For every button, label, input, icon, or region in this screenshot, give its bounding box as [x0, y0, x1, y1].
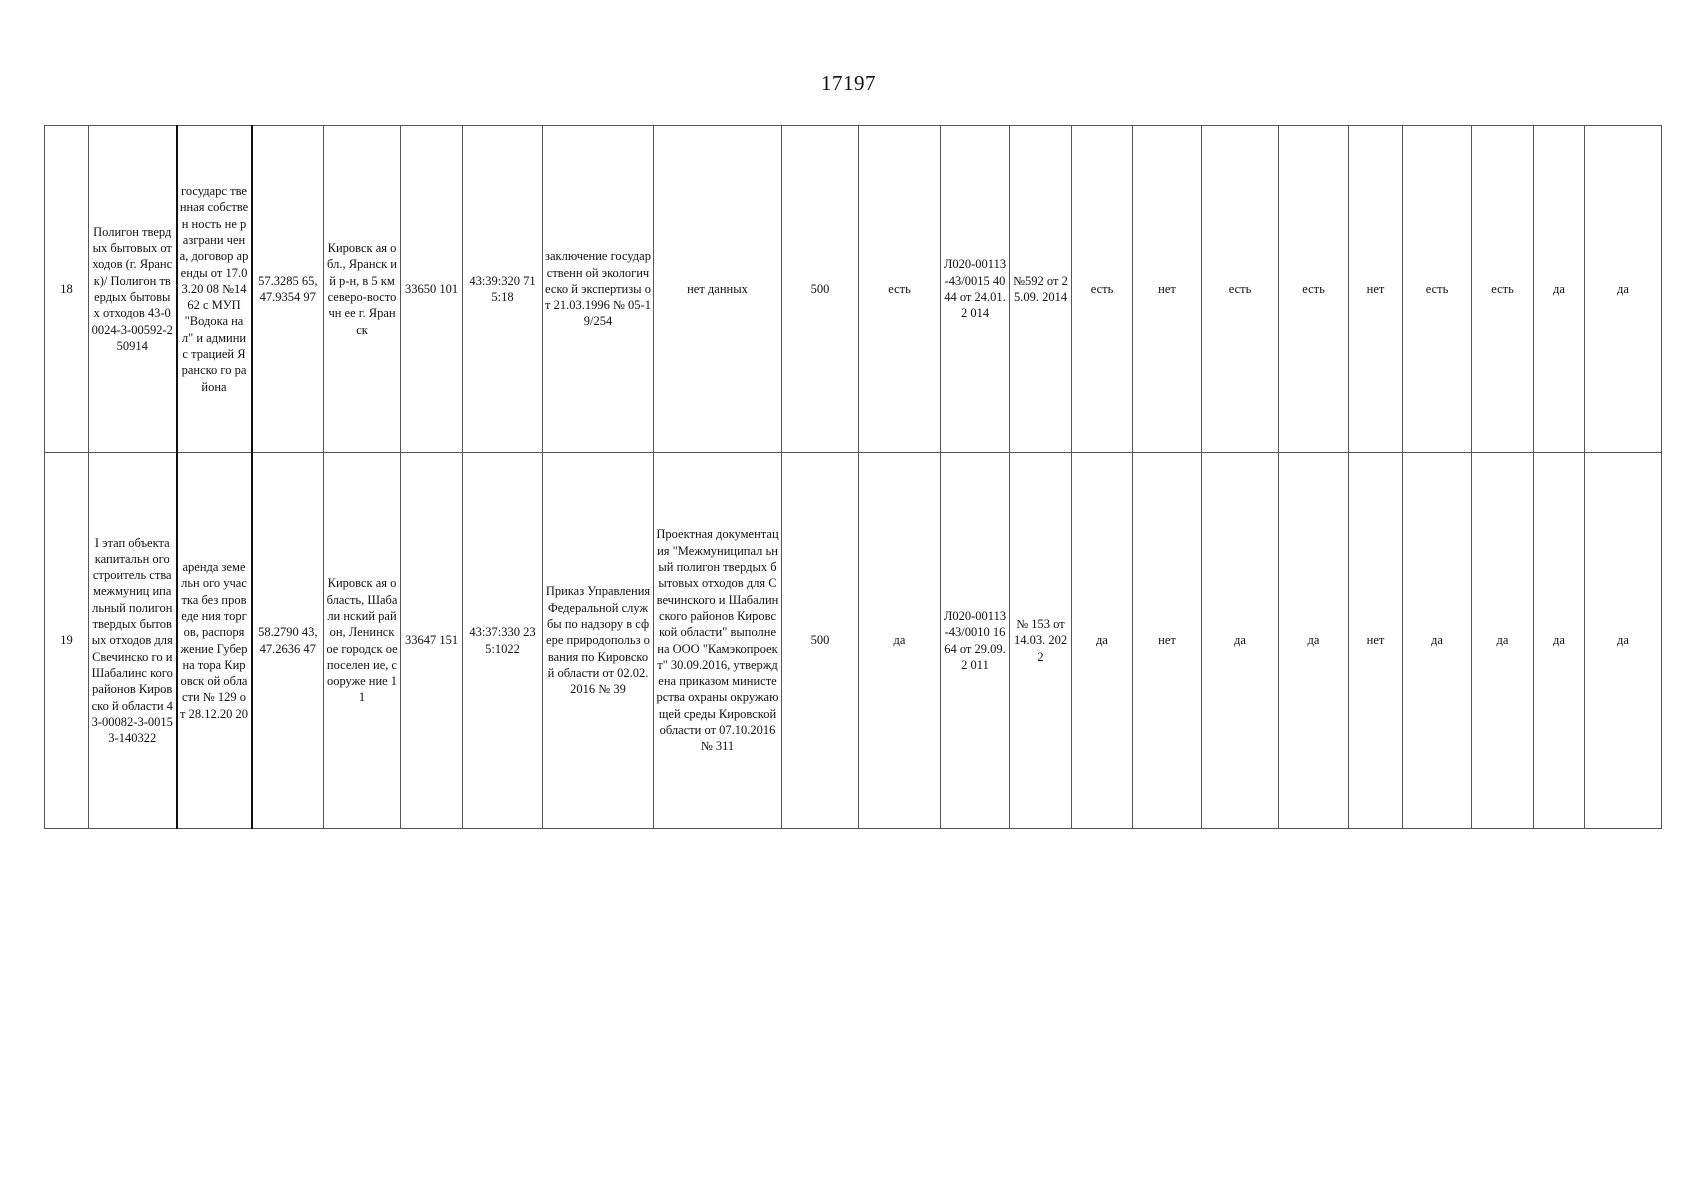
cell-col-19: да — [1403, 453, 1472, 829]
cell-col-15: нет — [1133, 126, 1202, 453]
address: Кировск ая обл., Яранск ий р-н, в 5 км северо-восточн ее г. Яранск — [324, 126, 401, 453]
cell-col-14: есть — [1072, 126, 1133, 453]
address: Кировск ая область, Шабали нский район, Ленинск ое городск ое поселен ие, сооруже ние 11 — [324, 453, 401, 829]
cell-col-14: да — [1072, 453, 1133, 829]
order: № 153 от 14.03. 2022 — [1010, 453, 1072, 829]
project-documentation: Проектная документация "Межмуниципал ьный полигон твердых бытовых отходов для Свечинского и Шабалинского районов Кировской области" выполнена ООО "Камэкопроект" 30.09.2016, утверждена приказом министерства охраны окружающей среды Кировской области от 07.10.2016 № 311 — [654, 453, 782, 829]
project-documentation: нет данных — [654, 126, 782, 453]
cadastral-number: 43:37:330 235:1022 — [463, 453, 543, 829]
row-number: 18 — [45, 126, 89, 453]
capacity: 500 — [782, 126, 859, 453]
cell-col-20: да — [1472, 453, 1534, 829]
land-rights: аренда земельн ого участка без проведе ния торгов, распоря жение Губерна тора Кировск ой области № 129 от 28.12.20 20 — [177, 453, 252, 829]
cell-col-17: да — [1279, 453, 1349, 829]
facility-name: I этап объекта капитальн ого строитель ства межмуниц ипальный полигон твердых бытовых отходов для Свечинско го и Шабалинс кого районов Кировско й области 43-00082-3-00153-140322 — [89, 453, 177, 829]
capacity: 500 — [782, 453, 859, 829]
cell-col-17: есть — [1279, 126, 1349, 453]
cadastral-number: 43:39:320 715:18 — [463, 126, 543, 453]
cell-col-21: да — [1534, 126, 1585, 453]
ecological-expertise: заключение государственн ой экологическо й экспертизы от 21.03.1996 № 05-19/254 — [543, 126, 654, 453]
cell-col-16: да — [1202, 453, 1279, 829]
table-row — [45, 453, 1662, 829]
oktmo-code: 33647 151 — [401, 453, 463, 829]
cell-col-22: да — [1585, 453, 1662, 829]
cell-col-11: есть — [859, 126, 941, 453]
cell-col-11: да — [859, 453, 941, 829]
facility-name: Полигон твердых бытовых отходов (г. Яранск)/ Полигон твердых бытовых отходов 43-00024-3-00592-250914 — [89, 126, 177, 453]
coordinates: 58.2790 43, 47.2636 47 — [252, 453, 324, 829]
table-row — [45, 126, 1662, 453]
cell-col-18: нет — [1349, 453, 1403, 829]
order: №592 от 25.09. 2014 — [1010, 126, 1072, 453]
cell-col-19: есть — [1403, 126, 1472, 453]
oktmo-code: 33650 101 — [401, 126, 463, 453]
cell-col-20: есть — [1472, 126, 1534, 453]
cell-col-21: да — [1534, 453, 1585, 829]
license: Л020-00113-43/0015 4044 от 24.01.2 014 — [941, 126, 1010, 453]
cell-col-18: нет — [1349, 126, 1403, 453]
page-number: 17197 — [821, 71, 876, 95]
license: Л020-00113-43/0010 1664 от 29.09.2 011 — [941, 453, 1010, 829]
ecological-expertise: Приказ Управления Федеральной службы по надзору в сфере природопольз ования по Кировской области от 02.02.2016 № 39 — [543, 453, 654, 829]
cell-col-15: нет — [1133, 453, 1202, 829]
cell-col-16: есть — [1202, 126, 1279, 453]
land-rights: государс твенная собствен ность не разграни чена, договор аренды от 17.03.20 08 №1462 с МУП "Водока нал" и админис трацией Яранско го района — [177, 126, 252, 453]
cell-col-22: да — [1585, 126, 1662, 453]
row-number: 19 — [45, 453, 89, 829]
coordinates: 57.3285 65, 47.9354 97 — [252, 126, 324, 453]
waste-facility-register-table — [44, 125, 1662, 829]
